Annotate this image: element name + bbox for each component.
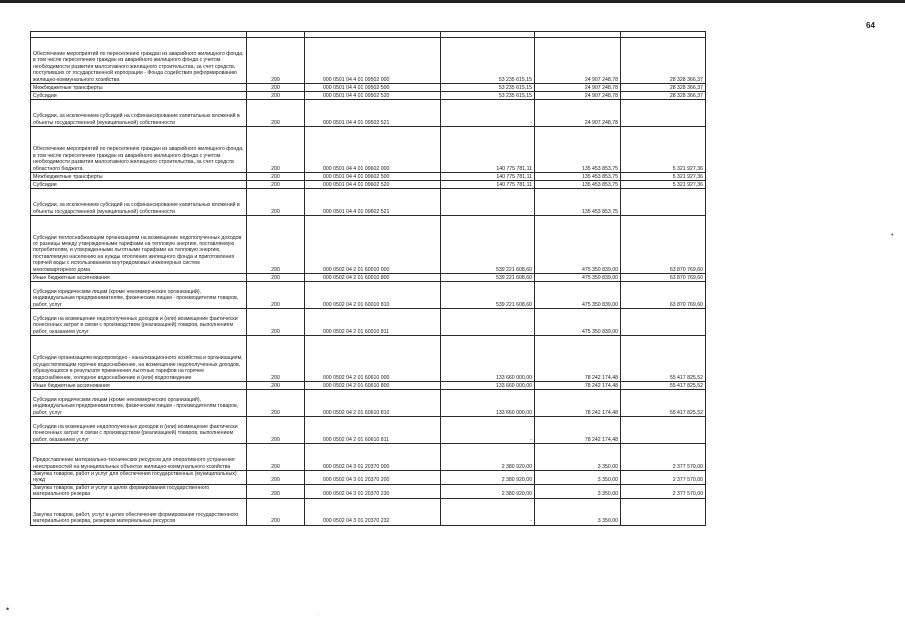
row-approved-cell: - <box>441 100 535 127</box>
row-remaining-cell <box>621 189 706 216</box>
row-executed-cell: 135 453 853,75 <box>535 189 621 216</box>
row-approved-cell: 2 380 920,00 <box>441 444 535 471</box>
row-name-cell: Иные бюджетные ассигнования <box>31 274 247 282</box>
row-grbs-cell: 200 <box>247 336 305 382</box>
row-remaining-cell: 5 321 927,36 <box>621 181 706 189</box>
row-executed-cell: 475 350 839,00 <box>535 309 621 336</box>
row-remaining-cell <box>621 417 706 444</box>
row-name-cell: Иные бюджетные ассигнования <box>31 382 247 390</box>
row-name-cell: Закупка товаров, работ, услуг в целях обеспечения формирования государственного материального резерва, резервов материальных ресурсов <box>31 498 247 525</box>
row-name-cell: Закупка товаров, работ и услуг для обеспечения государственных (муниципальных) нужд <box>31 471 247 485</box>
row-remaining-cell: 2 377 570,00 <box>621 444 706 471</box>
row-name-cell: Субсидии юридическим лицам (кроме некоммерческих организаций), индивидуальным предпринимателям, физическим лицам - производителям товаров, работ, услуг <box>31 282 247 309</box>
row-executed-cell: 3 350,00 <box>535 484 621 498</box>
row-remaining-cell: 2 377 570,00 <box>621 471 706 485</box>
row-name-cell: Межбюджетные трансферты <box>31 84 247 92</box>
row-code-cell: 000 0501 04 4 01 09602 500 <box>305 173 441 181</box>
table-row <box>31 216 706 274</box>
row-grbs-cell: 200 <box>247 84 305 92</box>
row-remaining-cell: 55 417 825,52 <box>621 336 706 382</box>
row-name-cell: Субсидии организациям водопроводно - канализационного хозяйства и организациям, осуществляющим горячее водоснабжение, на возмещение недополученных доходов, образующихся в результате применения льготных тарифов на горячее водоснабжение, холодное водоснабжение и (или) водоотведение <box>31 336 247 382</box>
row-name-cell: Обеспечение мероприятий по переселению граждан из аварийного жилищного фонда, в том числе переселению граждан из аварийного жилищного фонда с учетом необходимости развития малоэтажного жилищного строительства, за счет средств, поступивших от государственной корпорации - Фонда содействия реформированию жилищно-коммунального хозяйства <box>31 38 247 84</box>
row-name-cell: Субсидии на возмещение недополученных доходов и (или) возмещение фактически понесенных затрат в связи с производством (реализацией) товаров, выполнением работ, оказанием услуг <box>31 417 247 444</box>
row-code-cell: 000 0501 04 4 01 09602 000 <box>305 127 441 173</box>
row-executed-cell: 78 242 174,48 <box>535 336 621 382</box>
row-name-cell: Субсидии на возмещение недополученных доходов и (или) возмещение фактически понесенных затрат в связи с производством (реализацией) товаров, выполнением работ, оказанием услуг <box>31 309 247 336</box>
row-approved-cell: 140 775 781,11 <box>441 173 535 181</box>
table-row <box>31 100 706 127</box>
foot-scan-mark: · <box>317 611 320 618</box>
row-executed-cell: 78 242 174,48 <box>535 390 621 417</box>
row-approved-cell: 133 660 000,00 <box>441 390 535 417</box>
row-executed-cell: 78 242 174,48 <box>535 382 621 390</box>
row-grbs-cell: 200 <box>247 382 305 390</box>
row-executed-cell: 135 453 853,75 <box>535 173 621 181</box>
row-approved-cell: - <box>441 309 535 336</box>
row-grbs-cell: 200 <box>247 390 305 417</box>
row-remaining-cell <box>621 100 706 127</box>
row-name-cell: Межбюджетные трансферты <box>31 173 247 181</box>
row-grbs-cell: 200 <box>247 282 305 309</box>
row-grbs-cell: 200 <box>247 38 305 84</box>
row-grbs-cell: 200 <box>247 309 305 336</box>
top-border-line <box>0 0 905 3</box>
row-name-cell: Обеспечение мероприятий по переселению граждан из аварийного жилищного фонда, в том числе переселению граждан из аварийного жилищного фонда с учетом необходимости развития малоэтажного жилищного строительства, за счет средств областного бюджета <box>31 127 247 173</box>
row-remaining-cell <box>621 498 706 525</box>
table-row <box>31 84 706 92</box>
row-code-cell: 000 0502 04 2 01 60010 800 <box>305 274 441 282</box>
row-code-cell: 000 0502 04 3 01 20370 000 <box>305 444 441 471</box>
row-code-cell: 000 0502 04 2 01 60610 810 <box>305 390 441 417</box>
budget-table <box>30 31 706 526</box>
row-grbs-cell: 200 <box>247 484 305 498</box>
row-remaining-cell: 28 328 366,37 <box>621 92 706 100</box>
row-approved-cell: 53 235 615,15 <box>441 38 535 84</box>
row-grbs-cell: 200 <box>247 173 305 181</box>
row-executed-cell: 135 453 853,75 <box>535 127 621 173</box>
row-grbs-cell: 200 <box>247 127 305 173</box>
row-remaining-cell <box>621 309 706 336</box>
table-row <box>31 181 706 189</box>
table-row <box>31 274 706 282</box>
row-grbs-cell: 200 <box>247 274 305 282</box>
row-approved-cell: 53 235 615,15 <box>441 84 535 92</box>
row-remaining-cell: 28 328 366,37 <box>621 84 706 92</box>
table-row <box>31 390 706 417</box>
row-executed-cell: 24 907 248,78 <box>535 84 621 92</box>
row-approved-cell: 2 380 920,00 <box>441 484 535 498</box>
row-approved-cell: 539 221 608,60 <box>441 274 535 282</box>
table-row <box>31 417 706 444</box>
row-code-cell: 000 0502 04 2 01 60010 811 <box>305 309 441 336</box>
side-scan-mark: • <box>891 232 894 239</box>
row-name-cell: Субсидии теплоснабжающим организациям на возмещение недополученных доходов от разницы между утвержденными тарифами на тепловую энергию, поставляемую потребителям, и утвержденными льготными тарифами на тепловую энергию, поставляемую населению на нужды отопления жилищного фонда и приготовления горячей воды с использованием внутридомовых инженерных систем многоквартирного дома <box>31 216 247 274</box>
row-grbs-cell: 200 <box>247 92 305 100</box>
row-executed-cell: 475 350 839,00 <box>535 216 621 274</box>
row-grbs-cell: 200 <box>247 498 305 525</box>
row-approved-cell: 2 380 920,00 <box>441 471 535 485</box>
row-approved-cell: 539 221 608,60 <box>441 216 535 274</box>
row-grbs-cell: 200 <box>247 181 305 189</box>
row-name-cell: Субсидии <box>31 92 247 100</box>
row-approved-cell: 140 775 781,11 <box>441 181 535 189</box>
row-name-cell: Субсидии <box>31 181 247 189</box>
row-approved-cell: 133 660 000,00 <box>441 382 535 390</box>
row-approved-cell: 53 235 615,15 <box>441 92 535 100</box>
row-code-cell: 000 0502 04 3 01 20370 232 <box>305 498 441 525</box>
row-remaining-cell: 2 377 570,00 <box>621 484 706 498</box>
table-row <box>31 127 706 173</box>
row-executed-cell: 24 907 248,78 <box>535 100 621 127</box>
row-executed-cell: 135 453 853,75 <box>535 181 621 189</box>
row-grbs-cell: 200 <box>247 444 305 471</box>
row-name-cell: Предоставление материально-технических ресурсов для оперативного устранения неисправностей на муниципальных объектах жилищно-коммунального хозяйства <box>31 444 247 471</box>
row-code-cell: 000 0502 04 2 01 60610 000 <box>305 336 441 382</box>
table-row <box>31 282 706 309</box>
row-code-cell: 000 0501 04 4 01 09502 520 <box>305 92 441 100</box>
row-code-cell: 000 0501 04 4 01 09502 500 <box>305 84 441 92</box>
table-row <box>31 484 706 498</box>
table-row <box>31 309 706 336</box>
row-executed-cell: 475 350 839,00 <box>535 282 621 309</box>
corner-scan-mark: • <box>6 604 10 614</box>
row-code-cell: 000 0502 04 2 01 60610 811 <box>305 417 441 444</box>
row-grbs-cell: 200 <box>247 417 305 444</box>
table-row <box>31 173 706 181</box>
row-grbs-cell: 200 <box>247 471 305 485</box>
row-remaining-cell: 63 870 769,60 <box>621 274 706 282</box>
row-executed-cell: 24 907 248,78 <box>535 38 621 84</box>
row-executed-cell: 3 350,00 <box>535 498 621 525</box>
row-grbs-cell: 200 <box>247 100 305 127</box>
row-remaining-cell: 55 417 825,52 <box>621 382 706 390</box>
row-code-cell: 000 0501 04 4 01 09502 000 <box>305 38 441 84</box>
row-remaining-cell: 5 321 927,36 <box>621 127 706 173</box>
row-executed-cell: 78 242 174,48 <box>535 417 621 444</box>
row-executed-cell: 24 907 248,78 <box>535 92 621 100</box>
page-number: 64 <box>866 21 875 30</box>
row-executed-cell: 3 350,00 <box>535 444 621 471</box>
row-approved-cell: 539 221 608,60 <box>441 282 535 309</box>
row-remaining-cell: 63 870 769,60 <box>621 216 706 274</box>
row-code-cell: 000 0501 04 4 01 09602 520 <box>305 181 441 189</box>
row-code-cell: 000 0502 04 2 01 60010 000 <box>305 216 441 274</box>
row-grbs-cell: 200 <box>247 189 305 216</box>
row-remaining-cell: 63 870 769,60 <box>621 282 706 309</box>
table-row <box>31 336 706 382</box>
row-remaining-cell: 5 321 927,36 <box>621 173 706 181</box>
row-approved-cell: - <box>441 417 535 444</box>
table-row <box>31 498 706 525</box>
row-name-cell: Субсидии, за исключением субсидий на софинансирование капитальных вложений в объекты государственной (муниципальной) собственности <box>31 100 247 127</box>
table-row <box>31 444 706 471</box>
row-code-cell: 000 0502 04 2 01 60610 800 <box>305 382 441 390</box>
row-name-cell: Субсидии, за исключением субсидий на софинансирование капитальных вложений в объекты государственной (муниципальной) собственности <box>31 189 247 216</box>
row-name-cell: Субсидии юридическим лицам (кроме некоммерческих организаций), индивидуальным предпринимателям, физическим лицам - производителям товаров, работ, услуг <box>31 390 247 417</box>
row-approved-cell: 133 660 000,00 <box>441 336 535 382</box>
table-row <box>31 92 706 100</box>
row-code-cell: 000 0502 04 3 01 20370 230 <box>305 484 441 498</box>
table-row <box>31 471 706 485</box>
row-grbs-cell: 200 <box>247 216 305 274</box>
row-name-cell: Закупка товаров, работ и услуг в целях формирования государственного материального резерва <box>31 484 247 498</box>
row-code-cell: 000 0502 04 3 01 20370 200 <box>305 471 441 485</box>
row-remaining-cell: 55 417 825,52 <box>621 390 706 417</box>
row-remaining-cell: 28 328 366,37 <box>621 38 706 84</box>
row-code-cell: 000 0501 04 4 01 09602 521 <box>305 189 441 216</box>
budget-table-body <box>31 32 706 526</box>
row-code-cell: 000 0502 04 2 01 60010 810 <box>305 282 441 309</box>
row-code-cell: 000 0501 04 4 01 09502 521 <box>305 100 441 127</box>
table-row <box>31 189 706 216</box>
row-approved-cell: - <box>441 498 535 525</box>
row-executed-cell: 3 350,00 <box>535 471 621 485</box>
row-approved-cell: 140 775 781,11 <box>441 127 535 173</box>
row-executed-cell: 475 350 839,00 <box>535 274 621 282</box>
table-row <box>31 38 706 84</box>
row-approved-cell: - <box>441 189 535 216</box>
table-row <box>31 382 706 390</box>
